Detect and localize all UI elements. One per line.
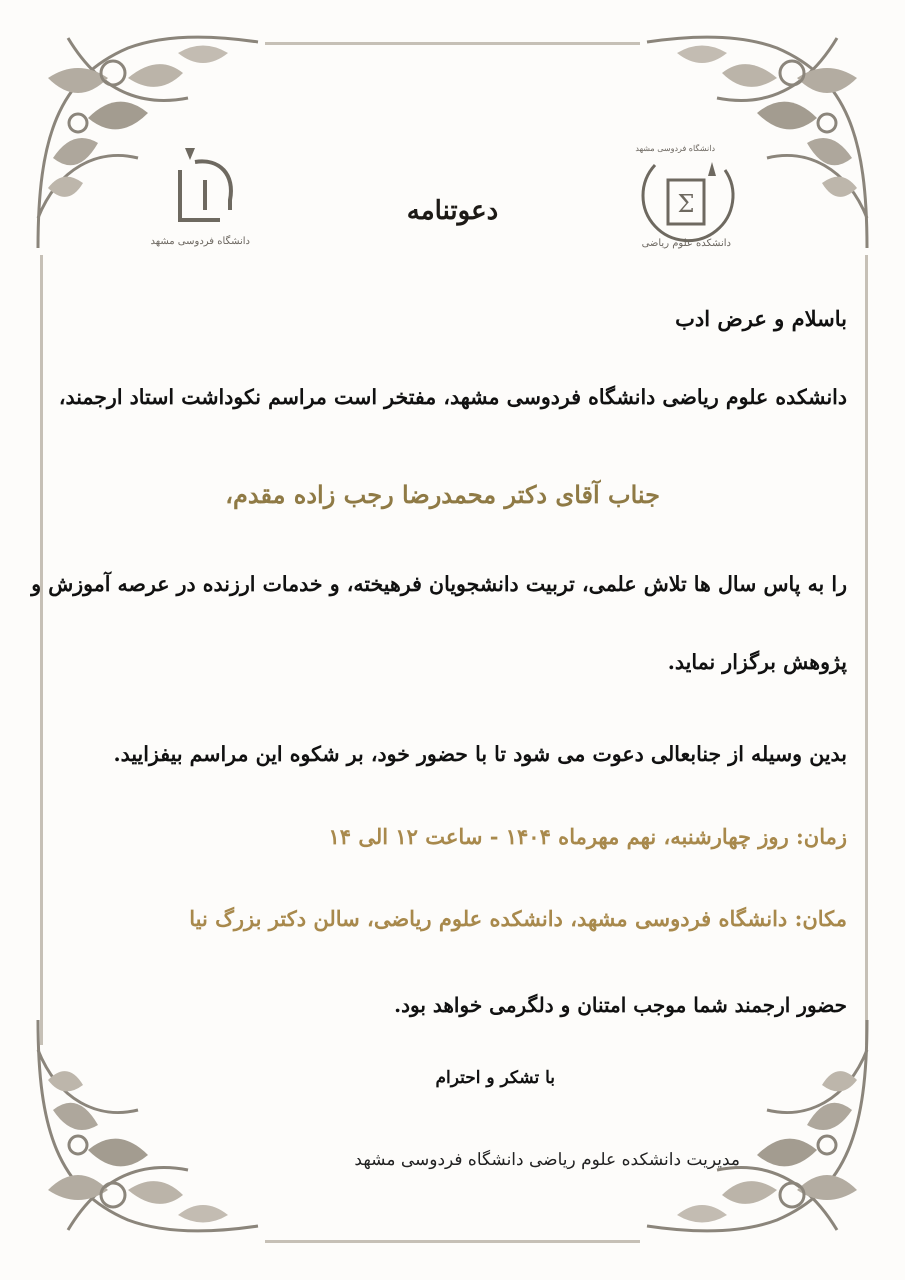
corner-ornament-icon: [637, 1000, 887, 1250]
frame-bottom-line: [265, 1240, 640, 1243]
faculty-logo-caption: دانشکده علوم ریاضی: [641, 238, 731, 249]
honoree-name: جناب آقای دکتر محمدرضا رجب زاده مقدم،: [225, 480, 660, 509]
page-title: دعوتنامه: [406, 196, 499, 226]
signature-text: مدیریت دانشکده علوم ریاضی دانشگاه فردوسی مشهد: [354, 1150, 740, 1170]
closing-text: حضور ارجمند شما موجب امتنان و دلگرمی خواهد بود.: [394, 993, 847, 1017]
svg-text:Σ: Σ: [677, 190, 695, 218]
reason-text-line-2: پژوهش برگزار نماید.: [667, 650, 847, 674]
intro-text: دانشکده علوم ریاضی دانشگاه فردوسی مشهد، مفتخر است مراسم نکوداشت استاد ارجمند،: [58, 385, 847, 409]
corner-ornament-icon: [18, 1000, 268, 1250]
reason-text-line-1: را به پاس سال ها تلاش علمی، تربیت دانشجویان فرهیخته، و خدمات ارزنده در عرصه آموزش و: [31, 572, 847, 596]
faculty-logo-ring-text: دانشگاه فردوسی مشهد: [635, 144, 715, 153]
event-time: زمان: روز چهارشنبه، نهم مهرماه ۱۴۰۴ - ساعت ۱۲ الی ۱۴: [328, 824, 847, 849]
university-logo-caption: دانشگاه فردوسی مشهد: [150, 236, 250, 247]
greeting-text: باسلام و عرض ادب: [675, 306, 847, 331]
invite-text: بدین وسیله از جنابعالی دعوت می شود تا با حضور خود، بر شکوه این مراسم بیفزایید.: [113, 742, 847, 766]
thanks-text: با تشکر و احترام: [435, 1068, 555, 1088]
event-place: مکان: دانشگاه فردوسی مشهد، دانشکده علوم ریاضی، سالن دکتر بزرگ نیا: [189, 906, 847, 931]
frame-top-line: [265, 42, 640, 45]
